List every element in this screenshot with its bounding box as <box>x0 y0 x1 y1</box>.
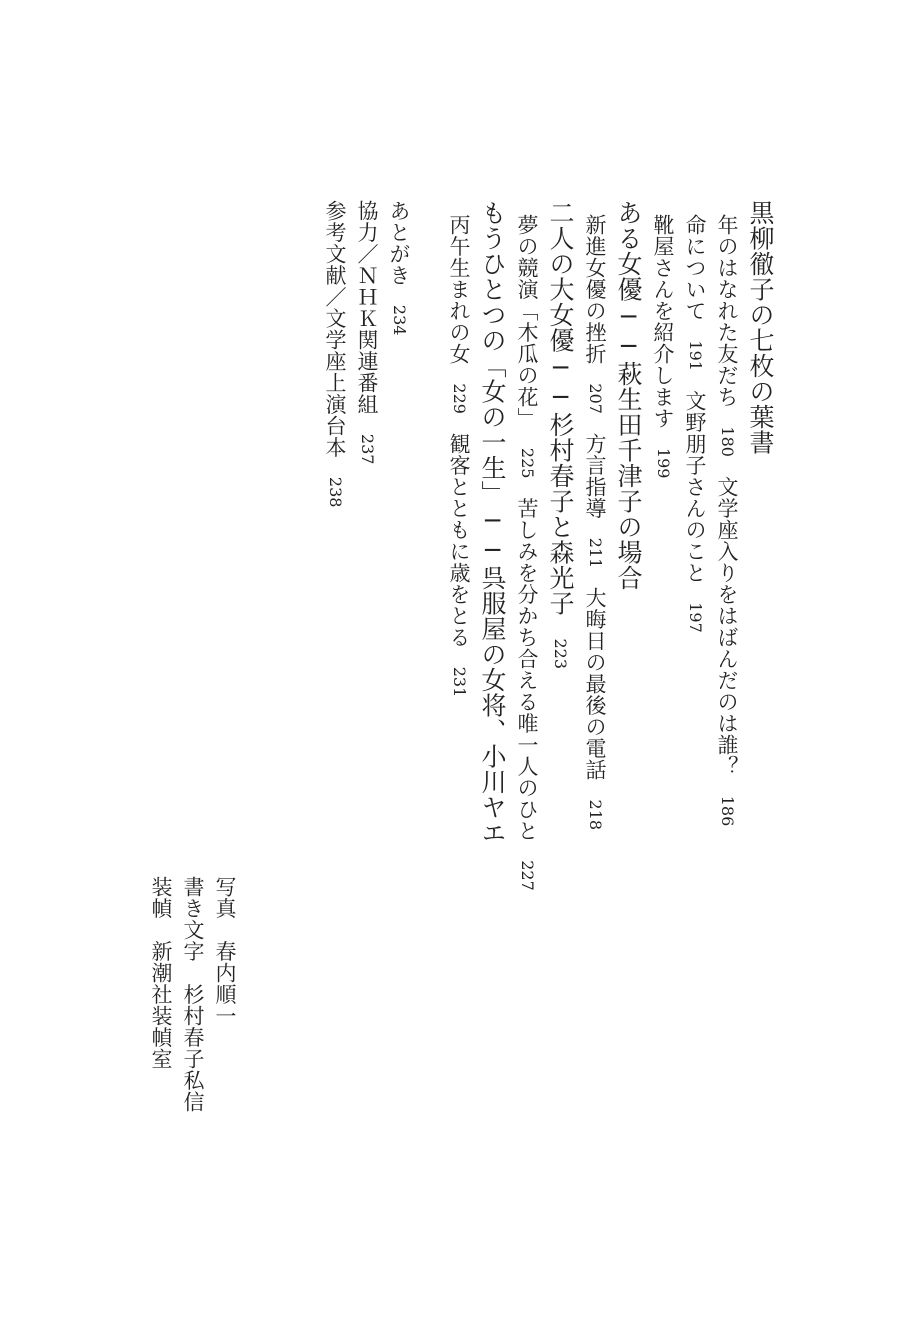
toc-entry-text: 文野朋子さんのこと <box>683 389 707 584</box>
credit-photo: 写真 春内順一 <box>213 876 237 1027</box>
chapter-title-text: もうひとつの「女の一生」──呉服屋の女将、小川ヤエ <box>478 200 507 846</box>
toc-entry-text: 大晦日の最後の電話 <box>583 587 607 781</box>
toc-entry-text: 夢の競演「木瓜の花」 <box>515 214 539 429</box>
toc-line <box>448 214 469 697</box>
toc-entry-text: 苦しみを分かち合える唯一人のひと <box>515 497 539 842</box>
toc-line <box>716 214 737 826</box>
chapter-7-title <box>480 200 505 846</box>
page-number: 237 <box>358 433 377 465</box>
chapter-title-text: 黒柳徹子の七枚の葉書 <box>746 200 775 455</box>
credit-calligraphy: 書き文字 杉村春子私信 <box>181 876 205 1113</box>
toc-entry-text: 協力／ＮＨＫ関連番組 <box>355 200 379 415</box>
page-number: 199 <box>654 447 673 479</box>
page-number: 197 <box>686 602 705 633</box>
toc-afterword <box>388 200 409 335</box>
toc-line <box>516 214 537 891</box>
chapter-title-text: 二人の大女優──杉村春子と森光子 <box>546 200 575 616</box>
toc-line <box>684 214 705 633</box>
page-number: 207 <box>586 383 605 414</box>
toc-cooperation <box>356 200 377 464</box>
page-number: 186 <box>718 795 737 827</box>
toc-references <box>324 200 345 507</box>
page-number: 227 <box>518 860 537 891</box>
chapter-5-title <box>616 200 641 591</box>
toc-entry-text: 文学座入りをはばんだのは誰？ <box>715 475 739 777</box>
toc-line <box>652 214 673 478</box>
toc-entry-text: あとがき <box>387 200 411 286</box>
page-number: 211 <box>586 537 605 569</box>
toc-entry-text: 方言指導 <box>583 432 607 519</box>
toc-entry-text: 命について <box>683 214 707 322</box>
page-number: 218 <box>586 799 605 831</box>
page-number: 234 <box>390 304 409 336</box>
credit-binding: 装幀 新潮社装幀室 <box>149 876 173 1070</box>
page-number: 231 <box>450 666 469 698</box>
toc-line <box>584 214 605 830</box>
chapter-4-title <box>748 200 773 455</box>
toc-entry-text: 靴屋さんを紹介します <box>651 214 675 429</box>
page-number: 191 <box>686 340 705 371</box>
toc-entry-text: 丙午生まれの女 <box>447 214 471 365</box>
page-number: 223 <box>551 638 570 670</box>
page-number: 225 <box>518 447 537 479</box>
chapter-6-title <box>548 200 573 669</box>
toc-entry-text: 観客とともに歳をとる <box>447 432 471 648</box>
toc-entry-text: 新進女優の挫折 <box>583 214 607 365</box>
page-number: 229 <box>450 383 469 414</box>
page-number: 238 <box>326 476 345 508</box>
page-number: 180 <box>718 426 737 457</box>
toc-entry-text: 参考文献／文学座上演台本 <box>323 200 347 458</box>
chapter-title-text: ある女優──萩生田千津子の場合 <box>614 200 643 591</box>
toc-entry-text: 年のはなれた友だち <box>715 214 739 408</box>
